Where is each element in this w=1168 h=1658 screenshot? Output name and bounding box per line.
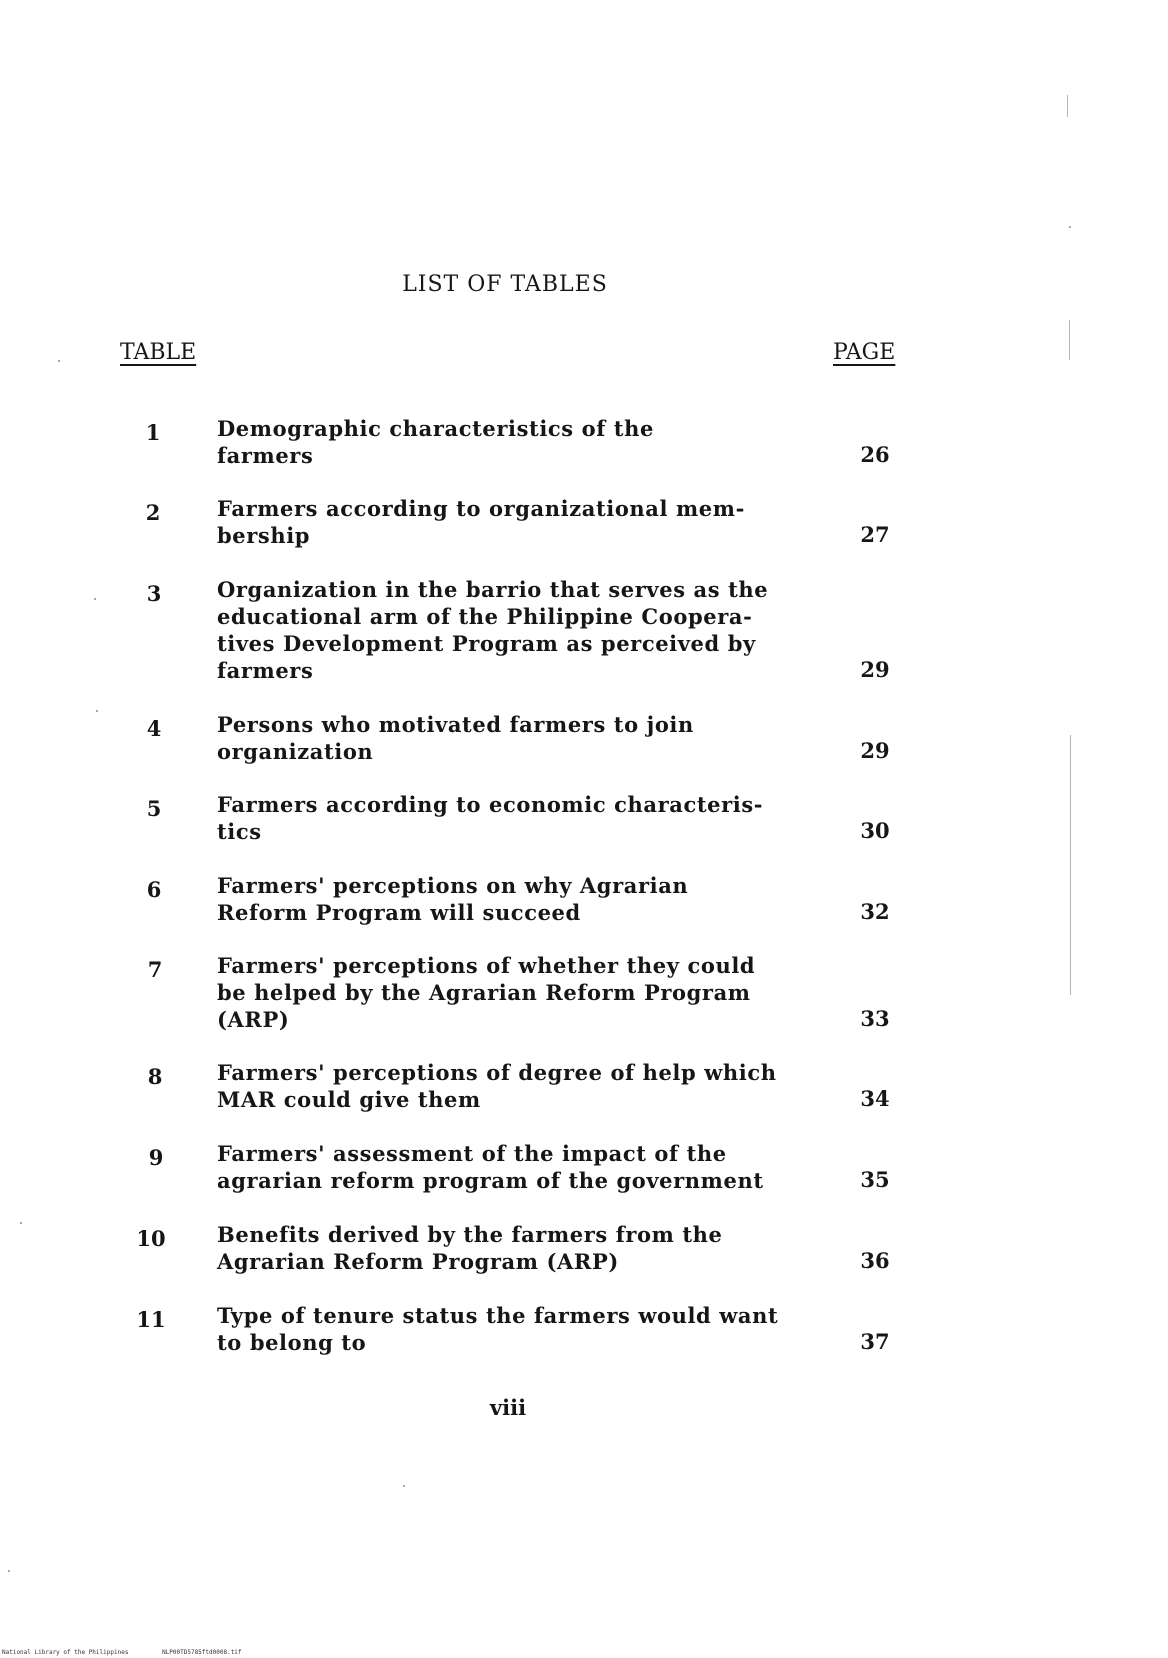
- entry-page: 30: [860, 818, 890, 843]
- entry-title: Farmers' assessment of the impact of the agrarian reform program of the government: [217, 1141, 764, 1193]
- entry-page: 33: [860, 1006, 890, 1031]
- scan-speck: [403, 1485, 405, 1487]
- scan-speck: [96, 710, 98, 712]
- entry-page: 34: [860, 1086, 890, 1111]
- entry-number: 3: [146, 581, 162, 606]
- entry-page: 37: [860, 1329, 890, 1354]
- entry-page: 29: [860, 738, 890, 763]
- scan-margin-line: [1069, 320, 1070, 360]
- entry-number: 6: [146, 877, 162, 902]
- entry-page: 27: [860, 522, 890, 547]
- footer-library: National Library of the Philippines: [2, 1649, 129, 1656]
- page-number: viii: [489, 1395, 527, 1420]
- scan-speck: [8, 1570, 10, 1572]
- entry-number: 9: [148, 1145, 164, 1170]
- footer-file: NLP00TD5785ftd0008.tif: [162, 1649, 242, 1656]
- scan-margin-line: [1070, 735, 1071, 995]
- entry-title: Farmers according to economic characteris- tics: [217, 792, 764, 844]
- entry-number: 7: [147, 957, 163, 982]
- scan-speck: [58, 360, 60, 362]
- entry-title: Farmers according to organizational mem- bership: [217, 496, 745, 548]
- entry-page: 26: [860, 442, 890, 467]
- scan-speck: [20, 1222, 22, 1224]
- entry-page: 36: [860, 1248, 890, 1273]
- entry-number: 4: [146, 716, 162, 741]
- entry-title: Farmers' perceptions of whether they could be helped by the Agrarian Reform Program (ARP): [217, 953, 756, 1032]
- column-header-page: PAGE: [833, 340, 896, 365]
- entry-title: Benefits derived by the farmers from the Agrarian Reform Program (ARP): [217, 1222, 723, 1274]
- entry-number: 1: [145, 420, 161, 445]
- entry-title: Persons who motivated farmers to join organization: [217, 712, 694, 764]
- scan-speck: [1069, 226, 1071, 228]
- entry-number: 2: [145, 500, 161, 525]
- entry-title: Farmers' perceptions on why Agrarian Reform Program will succeed: [217, 873, 689, 925]
- entry-title: Demographic characteristics of the farmers: [217, 416, 654, 468]
- entry-page: 29: [860, 657, 890, 682]
- entry-number: 11: [136, 1307, 166, 1332]
- scan-margin-line: [1067, 95, 1068, 117]
- column-header-table: TABLE: [120, 340, 197, 365]
- entry-number: 8: [147, 1064, 163, 1089]
- footer-note: [2, 1649, 272, 1656]
- entry-title: Type of tenure status the farmers would want to belong to: [217, 1303, 779, 1355]
- entry-number: 5: [146, 796, 162, 821]
- entry-number: 10: [136, 1226, 166, 1251]
- scan-speck: [94, 598, 96, 600]
- entry-title: Farmers' perceptions of degree of help which MAR could give them: [217, 1060, 777, 1112]
- entry-title: Organization in the barrio that serves as the educational arm of the Philippine Coopera- tives Development Program as perceived by farmers: [217, 577, 769, 683]
- page-title: LIST OF TABLES: [402, 272, 608, 297]
- entry-page: 32: [860, 899, 890, 924]
- entry-page: 35: [860, 1167, 890, 1192]
